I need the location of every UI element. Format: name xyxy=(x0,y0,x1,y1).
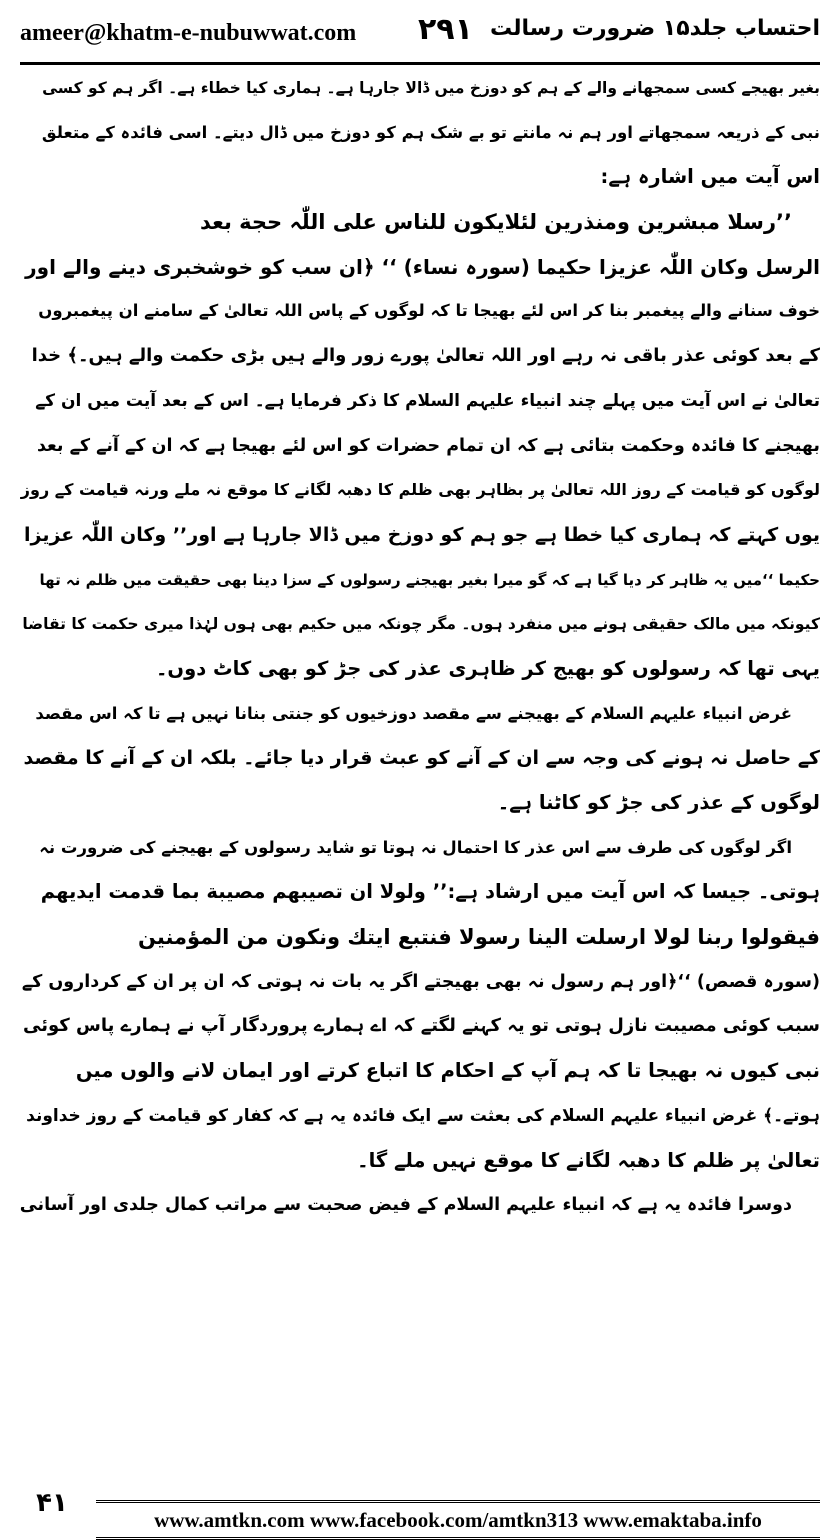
text-line-22: سبب کوئی مصیبت نازل ہوتی تو یہ کہنے لگتے کہ اے ہمارے پروردگار آپ نے ہمارے پاس کوئی xyxy=(23,1015,820,1037)
header-page-number: ۲۹۱ xyxy=(418,12,473,47)
text-line-7: کے بعد کوئی عذر باقی نہ رہے اور اللہ تعالیٰ پورے زور والے ہیں بڑی حکمت والے ہیں۔﴾ خدا xyxy=(31,345,820,367)
text-line-8: تعالیٰ نے اس آیت میں پہلے چند انبیاء علیہم السلام کا ذکر فرمایا ہے۔ اس کے بعد آیت میں ان کے xyxy=(35,390,820,411)
text-line-10: لوگوں کو قیامت کے روز اللہ تعالیٰ پر بظاہر بھی ظلم کا دھبہ لگانے کا موقع نہ ملے ورنہ قیامت کے روز xyxy=(20,480,820,500)
footer-urls: www.amtkn.com www.facebook.com/amtkn313 www.emaktaba.info xyxy=(154,1507,762,1532)
text-line-4: ’’رسلا مبشرین ومنذرین لئلایکون للناس علی اللّٰہ حجة بعد xyxy=(199,210,792,235)
text-line-12: حکیما ‘‘میں یہ ظاہر کر دیا گیا ہے کہ گو میرا بغیر بھیجنے رسولوں کے سزا دینا بھی حقیقت میں ظلم نہ تھا xyxy=(39,570,820,589)
text-line-14: یہی تھا کہ رسولوں کو بھیج کر ظاہری عذر کی جڑ کو بھی کاٹ دوں۔ xyxy=(156,656,820,680)
text-line-2: نبی کے ذریعہ سمجھاتے اور ہم نہ مانتے تو بے شک ہم کو دوزخ میں ڈال دیتے۔ اسی فائدہ کے متعلق xyxy=(41,122,820,142)
header-email: ameer@khatm-e-nubuwwat.com xyxy=(20,20,357,46)
text-line-18: اگر لوگوں کی طرف سے اس عذر کا احتمال نہ ہوتا تو شاید رسولوں کے بھیجنے کی ضرورت نہ xyxy=(39,837,792,857)
text-line-24: ہوتے۔﴾ غرض انبیاء علیہم السلام کی بعثت سے ایک فائدہ یہ ہے کہ کفار کو قیامت کے روز خداوند xyxy=(26,1105,820,1126)
page-body xyxy=(20,66,820,1452)
header-title: احتساب جلد۱۵ ضرورت رسالت xyxy=(489,16,820,41)
text-line-16: کے حاصل نہ ہونے کی وجہ سے ان کے آنے کو عبث قرار دیا جائے۔ بلکہ ان کے آنے کا مقصد xyxy=(23,747,820,770)
footer-page-number: ۴۱ xyxy=(36,1488,68,1518)
text-line-1: بغیر بھیجے کسی سمجھانے والے کے ہم کو دوزخ میں ڈالا جارہا ہے۔ ہماری کیا خطاء ہے۔ اگر ہم کو کسی xyxy=(42,79,820,97)
page-header xyxy=(20,0,820,62)
text-line-25: تعالیٰ پر ظلم کا دھبہ لگانے کا موقع نہیں ملے گا۔ xyxy=(357,1148,820,1172)
text-line-3: اس آیت میں اشارہ ہے: xyxy=(600,165,820,189)
text-line-23: نبی کیوں نہ بھیجا تا کہ ہم آپ کے احکام کا اتباع کرتے اور ایمان لانے والوں میں xyxy=(75,1059,820,1083)
text-line-26: دوسرا فائدہ یہ ہے کہ انبیاء علیہم السلام کے فیض صحبت سے مراتب کمال جلدی اور آسانی xyxy=(20,1195,792,1216)
text-line-19: ہوتی۔ جیسا کہ اس آیت میں ارشاد ہے:’’ ولولا ان تصیبھم مصیبة بما قدمت ایدیھم xyxy=(40,880,820,904)
header-rule xyxy=(20,62,820,65)
text-line-17: لوگوں کے عذر کی جڑ کو کاٹنا ہے۔ xyxy=(497,791,820,814)
text-line-9: بھیجنے کا فائدہ وحکمت بتائی ہے کہ ان تمام حضرات کو اس لئے بھیجا ہے کہ ان کے آنے کے بعد xyxy=(36,435,820,456)
text-line-20: فیقولوا ربنا لولا ارسلت الینا رسولا فنتبع ایتك ونکون من المؤمنین xyxy=(137,925,820,950)
text-line-13: کیونکہ میں مالک حقیقی ہونے میں منفرد ہوں۔ مگر چونکہ میں حکیم بھی ہوں لہٰذا میری حکمت کا تقاضا xyxy=(22,615,820,634)
text-line-15: غرض انبیاء علیہم السلام کے بھیجنے سے مقصد دوزخیوں کو جنتی بنانا نہیں ہے تا کہ اس مقصد xyxy=(35,703,792,723)
text-line-21: (سورہ قصص) ‘‘﴿اور ہم رسول نہ بھی بھیجتے اگر یہ بات نہ ہوتی کہ ان پر ان کے کرداروں کے xyxy=(21,971,820,992)
footer-bar xyxy=(96,1500,820,1540)
text-line-11: یوں کہتے کہ ہماری کیا خطا ہے جو ہم کو دوزخ میں ڈالا جارہا ہے اور’’ وکان اللّٰہ عزیزا xyxy=(23,523,820,546)
text-line-6: خوف سنانے والے پیغمبر بنا کر اس لئے بھیجا تا کہ لوگوں کے پاس اللہ تعالیٰ کے سامنے ان پیغمبروں xyxy=(38,301,820,321)
text-line-5: الرسل وکان اللّٰہ عزیزا حکیما (سورہ نساء) ‘‘ ﴿ان سب کو خوشخبری دینے والے اور xyxy=(25,254,820,279)
